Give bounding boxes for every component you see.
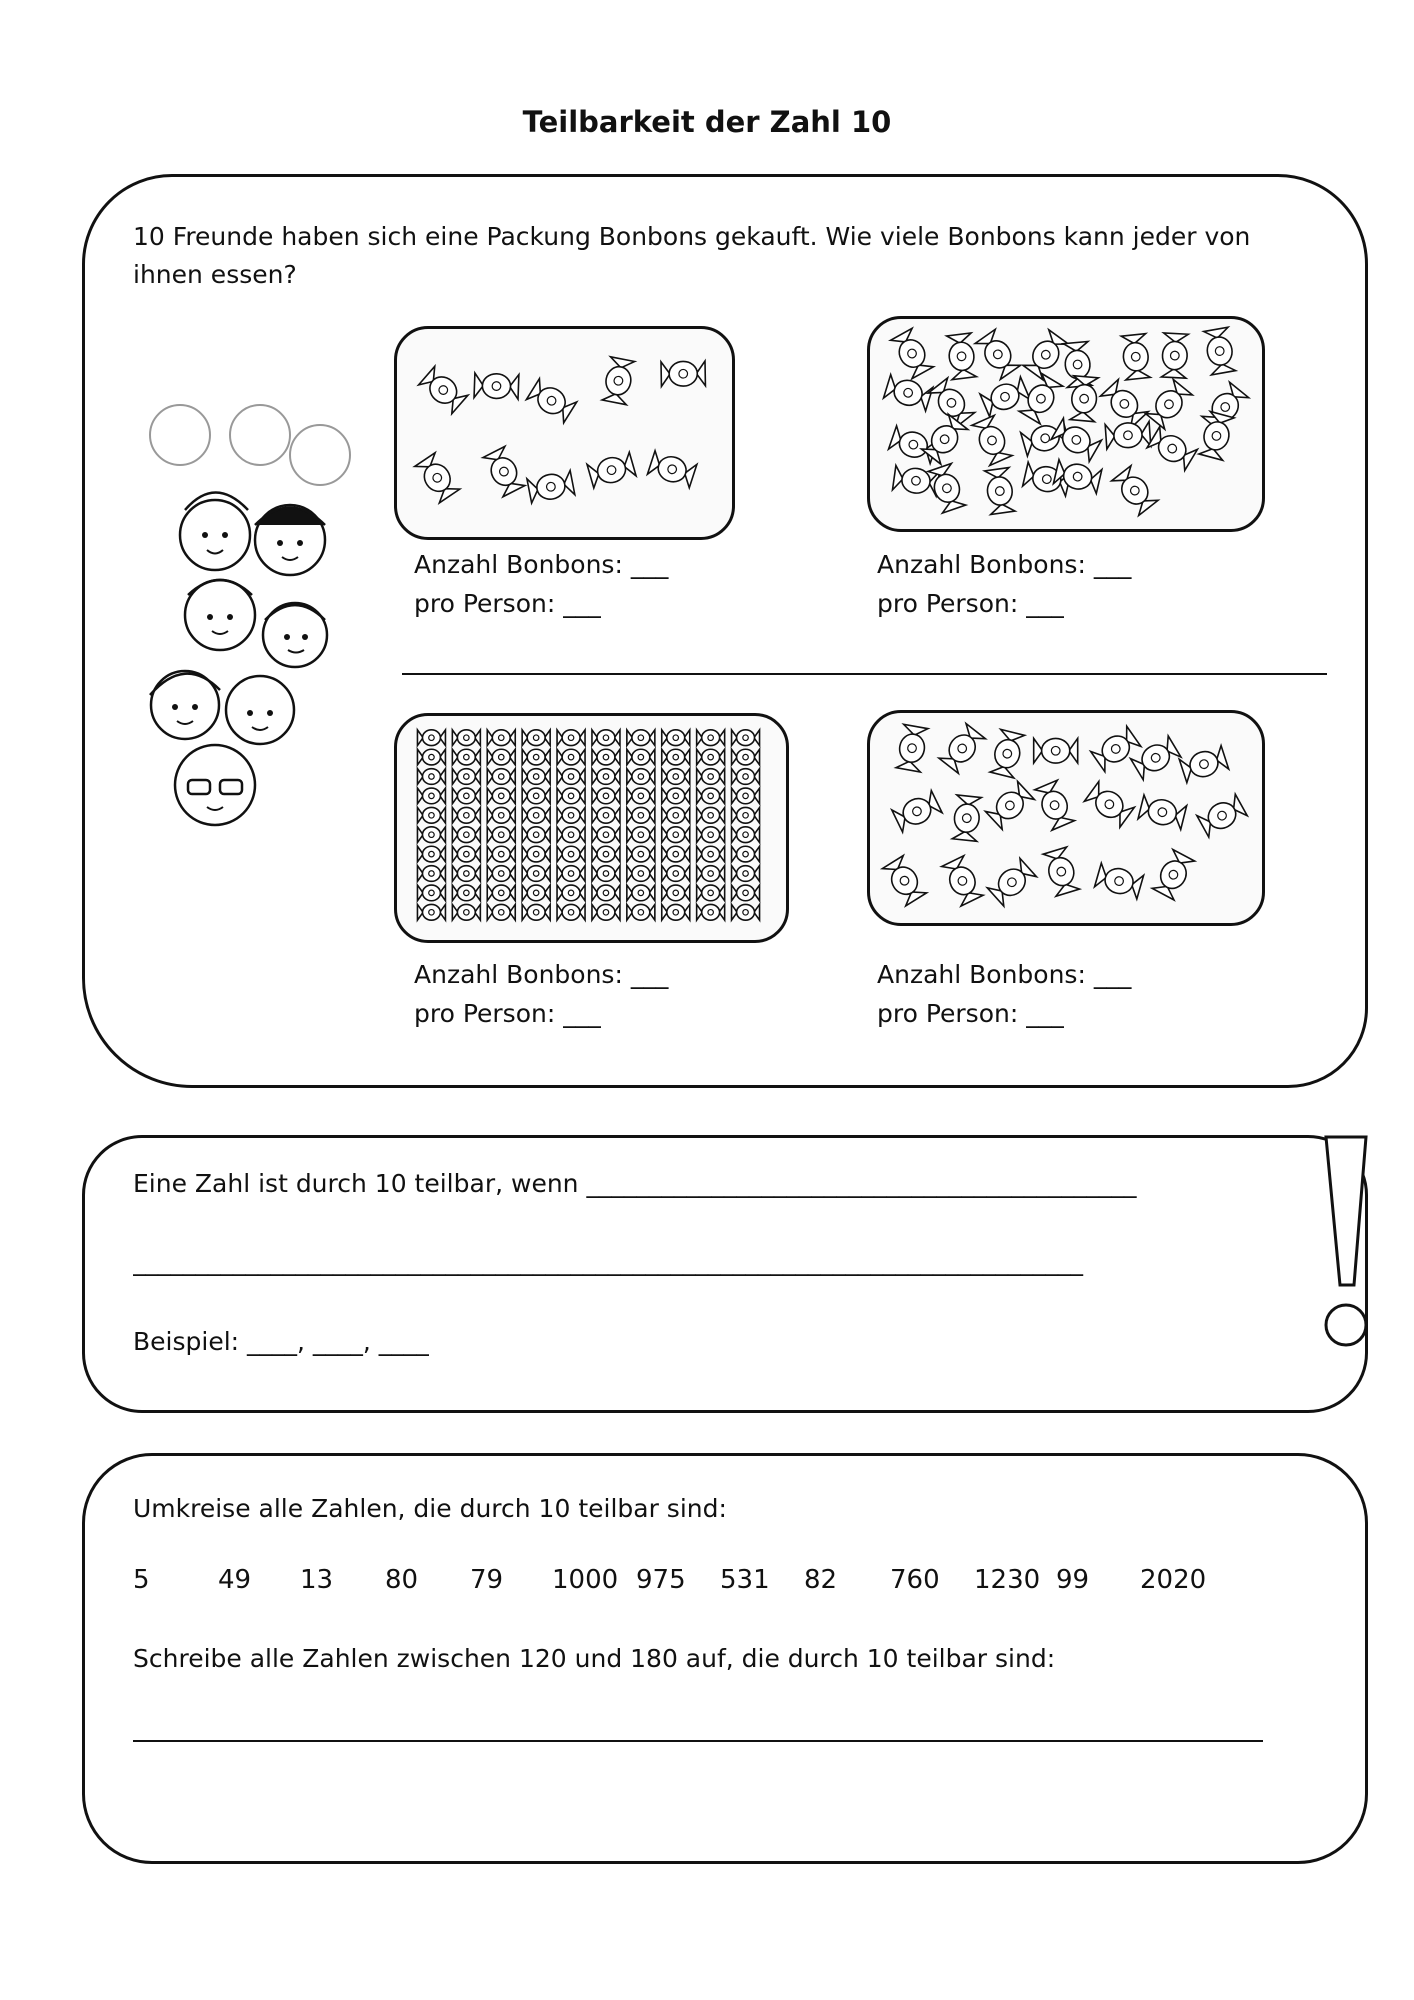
candy-icon [732, 846, 760, 862]
candy-icon [939, 724, 986, 774]
candy-icon [627, 788, 655, 804]
panel3-count-label: Anzahl Bonbons: ___ [414, 960, 669, 989]
candy-icon [662, 885, 690, 901]
number-item[interactable]: 1230 [974, 1565, 1041, 1595]
candy-icon [662, 730, 690, 746]
candy-icon [952, 795, 981, 841]
candy-icon [417, 885, 445, 901]
candy-icon [452, 788, 480, 804]
candy-icon [557, 885, 585, 901]
panel2-count-label: Anzahl Bonbons: ___ [877, 550, 1132, 579]
candy-icon [522, 788, 550, 804]
candy-icon [592, 904, 620, 920]
candy-icon [985, 781, 1034, 829]
candy-icon [557, 788, 585, 804]
panel4-per-label: pro Person: ___ [877, 999, 1064, 1028]
candy-icon [990, 729, 1025, 778]
candy-icon [452, 904, 480, 920]
candy-icon [474, 373, 519, 399]
candy-icon [732, 730, 760, 746]
candy-icon [1100, 379, 1148, 428]
candy-icon [627, 846, 655, 862]
candy-icon [1105, 421, 1151, 449]
candy-icon [697, 827, 725, 843]
answer-line[interactable] [133, 1740, 1263, 1742]
candy-icon [1084, 781, 1134, 827]
candy-icon [487, 846, 515, 862]
candy-icon [592, 807, 620, 823]
panel1-count-label: Anzahl Bonbons: ___ [414, 550, 669, 579]
candy-icon [732, 788, 760, 804]
candy-icon [1053, 460, 1101, 494]
rule-example: Beispiel: ____, ____, ____ [133, 1327, 429, 1356]
exclamation-icon [1318, 1135, 1374, 1350]
candy-icon [417, 846, 445, 862]
panel1-per-label: pro Person: ___ [414, 589, 601, 618]
candy-icon [415, 453, 460, 503]
candy-icon [1197, 794, 1247, 837]
candy-icon [1179, 746, 1228, 783]
candy-icon [928, 463, 966, 513]
candy-icon [697, 730, 725, 746]
candy-icon [732, 749, 760, 765]
candy-icon [557, 769, 585, 785]
candy-icon [487, 769, 515, 785]
number-item[interactable]: 760 [890, 1565, 940, 1595]
candy-icon [452, 846, 480, 862]
candy-icon [891, 328, 934, 378]
candy-icon [1023, 330, 1069, 380]
candy-icon [1152, 850, 1194, 900]
candy-icon [697, 866, 725, 882]
candy-icon [1034, 738, 1078, 763]
candy-icon [627, 769, 655, 785]
candy-icon [697, 769, 725, 785]
candy-icon [602, 357, 635, 405]
candy-icon [732, 866, 760, 882]
candy-icon [942, 856, 983, 906]
page-title: Teilbarkeit der Zahl 10 [522, 105, 892, 139]
candy-icon [557, 749, 585, 765]
candy-icon [417, 769, 445, 785]
candy-icon [697, 788, 725, 804]
number-item[interactable]: 49 [218, 1565, 252, 1595]
number-item[interactable]: 99 [1056, 1565, 1090, 1595]
candy-icon [662, 788, 690, 804]
candy-icon [592, 827, 620, 843]
number-item[interactable]: 5 [133, 1565, 150, 1595]
divider-line [402, 673, 1327, 675]
candy-icon [452, 885, 480, 901]
candy-icon [732, 827, 760, 843]
candy-icon [487, 904, 515, 920]
candy-icon [452, 827, 480, 843]
candy-icon [452, 807, 480, 823]
candy-icon [417, 807, 445, 823]
candy-icon [522, 769, 550, 785]
panel4-count-label: Anzahl Bonbons: ___ [877, 960, 1132, 989]
candy-icon [697, 885, 725, 901]
candy-icon [522, 749, 550, 765]
candy-icon [522, 885, 550, 901]
candy-icon [417, 827, 445, 843]
candy-icon [732, 885, 760, 901]
candy-icon [522, 904, 550, 920]
candy-icon [1112, 466, 1159, 516]
write-instruction: Schreibe alle Zahlen zwischen 120 und 180 auf, die durch 10 teilbar sind: [133, 1644, 1056, 1673]
candy-icon [987, 858, 1036, 906]
candy-icon [592, 769, 620, 785]
candy-icon [662, 904, 690, 920]
candy-icon [417, 730, 445, 746]
candy-icon [1146, 379, 1193, 429]
candy-icon [487, 788, 515, 804]
candy-icon [662, 749, 690, 765]
candy-icon [697, 904, 725, 920]
candy-icon [1035, 780, 1075, 830]
candy-icon [697, 749, 725, 765]
candy-icon [1161, 333, 1188, 378]
candy-icon [1043, 847, 1079, 896]
candy-icon [527, 470, 575, 503]
number-item[interactable]: 80 [385, 1565, 419, 1595]
candy-icon [487, 866, 515, 882]
candy-icon [522, 827, 550, 843]
candy-icon [1095, 863, 1144, 899]
number-item[interactable]: 975 [636, 1565, 686, 1595]
candy-icon [662, 769, 690, 785]
candy-icon [557, 807, 585, 823]
circle-instruction: Umkreise alle Zahlen, die durch 10 teilbar sind: [133, 1494, 727, 1523]
candy-icon [661, 361, 705, 386]
candy-icon [417, 866, 445, 882]
candy-icon [592, 846, 620, 862]
candy-icon [557, 827, 585, 843]
candy-icon [883, 375, 932, 411]
candy-icon [522, 730, 550, 746]
candy-icon [1138, 795, 1187, 830]
number-item[interactable]: 2020 [1140, 1565, 1207, 1595]
candy-icon [592, 885, 620, 901]
candy-icon [522, 846, 550, 862]
candy-icon [557, 866, 585, 882]
candy-icon [627, 807, 655, 823]
candy-icon [557, 730, 585, 746]
candy-icon [1121, 334, 1150, 380]
candy-icon [487, 827, 515, 843]
candy-icon [985, 468, 1016, 515]
candy-icon [662, 807, 690, 823]
candy-icon [452, 866, 480, 882]
candy-icon [882, 856, 926, 906]
candy-icon [592, 866, 620, 882]
number-item[interactable]: 13 [300, 1565, 334, 1595]
candy-icon [972, 415, 1012, 465]
rule-answer-line: ____________________________________________________________________________ [133, 1247, 1083, 1276]
candy-icon [662, 866, 690, 882]
candy-icon [487, 730, 515, 746]
candy-icon [526, 379, 576, 423]
candy-icon [452, 749, 480, 765]
task-question: 10 Freunde haben sich eine Packung Bonbons gekauft. Wie viele Bonbons kann jeder von ihnen essen? [133, 222, 1251, 289]
candy-icon [452, 730, 480, 746]
candy-icon [592, 788, 620, 804]
candy-icon [522, 807, 550, 823]
candy-icon [522, 866, 550, 882]
candy-icon [889, 426, 939, 464]
candy-icon [483, 446, 525, 496]
candy-icon [1019, 374, 1063, 424]
candy-icon [627, 827, 655, 843]
candy-icon [419, 366, 468, 413]
candy-icon [732, 904, 760, 920]
panel3-per-label: pro Person: ___ [414, 999, 601, 1028]
candy-icon [947, 333, 977, 380]
candy-icon [892, 791, 942, 832]
rule-sentence: Eine Zahl ist durch 10 teilbar, wenn ____________________________________________ [133, 1169, 1137, 1198]
candy-icon [1147, 427, 1197, 471]
candy-icon [627, 904, 655, 920]
candy-icon [417, 904, 445, 920]
candy-icon [627, 730, 655, 746]
candy-icon [732, 807, 760, 823]
candy-icon [627, 885, 655, 901]
candy-icon [592, 749, 620, 765]
candy-icon [592, 730, 620, 746]
panel2-per-label: pro Person: ___ [877, 589, 1064, 618]
candy-icon [627, 866, 655, 882]
number-item[interactable]: 79 [470, 1565, 504, 1595]
candy-icon [587, 452, 636, 488]
candy-icon [627, 749, 655, 765]
candy-icon [417, 788, 445, 804]
candy-icon [647, 451, 696, 488]
number-item[interactable]: 1000 [552, 1565, 619, 1595]
candy-icon [557, 904, 585, 920]
candy-icon [487, 749, 515, 765]
candy-icon [557, 846, 585, 862]
candy-icon [697, 846, 725, 862]
candy-icon [417, 749, 445, 765]
candy-icon [896, 724, 928, 772]
candy-icon [662, 846, 690, 862]
candy-icon [452, 769, 480, 785]
candy-icon [975, 329, 1020, 379]
number-item[interactable]: 531 [720, 1565, 770, 1595]
candy-icon [487, 807, 515, 823]
candy-icon [1204, 327, 1236, 375]
candy-icon [732, 769, 760, 785]
candy-icon [697, 807, 725, 823]
candy-icon [662, 827, 690, 843]
candy-icon [487, 885, 515, 901]
number-item[interactable]: 82 [804, 1565, 838, 1595]
